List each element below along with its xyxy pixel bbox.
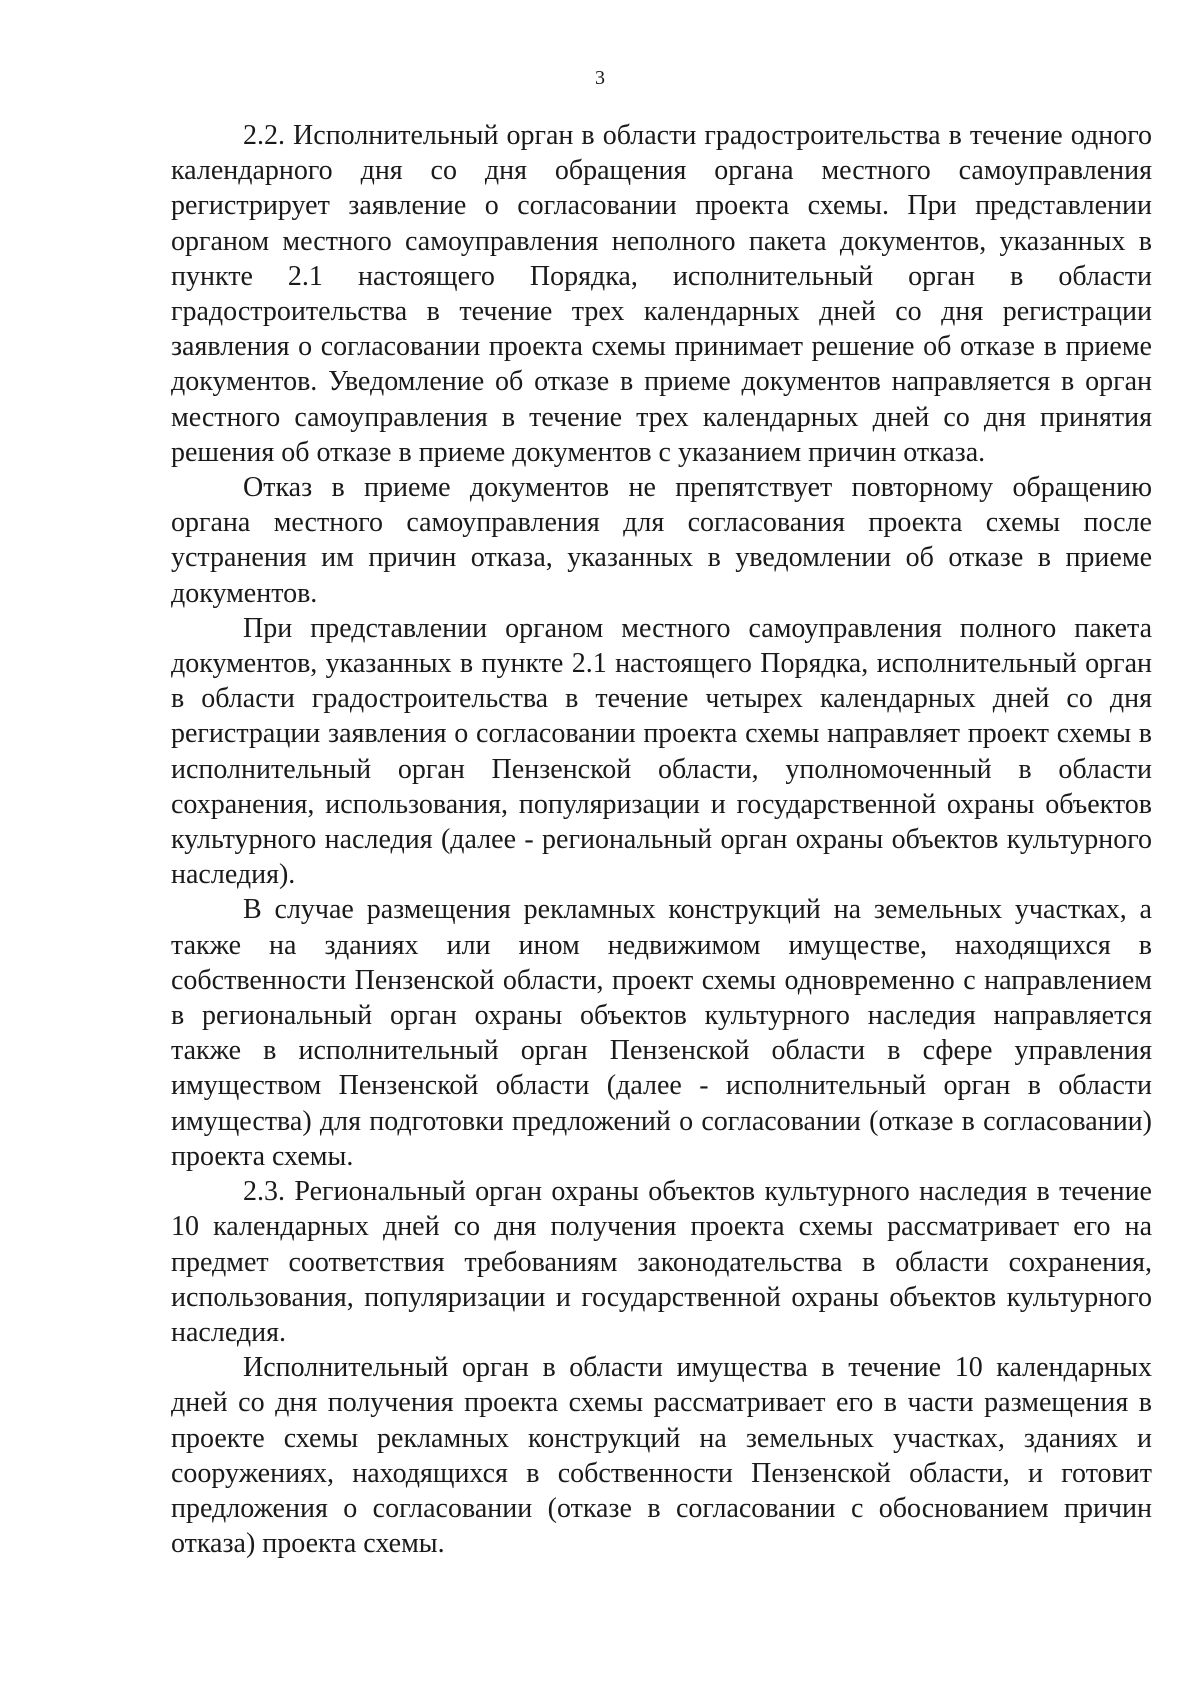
paragraph-refusal: Отказ в приеме документов не препятствует повторному обращению органа местного самоуправления для согласования проекта схемы после устранения им причин отказа, указанных в уведомлении об отказе в приеме документов. <box>171 472 1152 609</box>
paragraph-2-3: 2.3. Региональный орган охраны объектов культурного наследия в течение 10 календарных дней со дня получения проекта схемы рассматривает его на предмет соответствия требованиям законодательства в области сохранения, использования, популяризации и государственной охраны объектов культурного наследия. <box>171 1176 1152 1348</box>
paragraph-2-2: 2.2. Исполнительный орган в области градостроительства в течение одного календарного дня со дня обращения органа местного самоуправления регистрирует заявление о согласовании проекта схемы. При представлении органом местного самоуправления неполного пакета документов, указанных в пункте 2.1 настоящего Порядка, исполнительный орган в области градостроительства в течение трех календарных дней со дня регистрации заявления о согласовании проекта схемы принимает решение об отказе в приеме документов. Уведомление об отказе в приеме документов направляется в орган местного самоуправления в течение трех календарных дней со дня принятия решения об отказе в приеме документов с указанием причин отказа. <box>171 120 1152 468</box>
paragraph-property-review: Исполнительный орган в области имущества в течение 10 календарных дней со дня получения проекта схемы рассматривает его в части размещения в проекте схемы рекламных конструкций на земельных участках, зданиях и сооружениях, находящихся в собственности Пензенской области, и готовит предложения о согласовании (отказе в согласовании с обоснованием причин отказа) проекта схемы. <box>171 1352 1152 1560</box>
paragraph-property-placement: В случае размещения рекламных конструкций на земельных участках, а также на зданиях или ином недвижимом имуществе, находящихся в собственности Пензенской области, проект схемы одновременно с направлением в региональный орган охраны объектов культурного наследия направляется также в исполнительный орган Пензенской области в сфере управления имуществом Пензенской области (далее - исполнительный орган в области имущества) для подготовки предложений о согласовании (отказе в согласовании) проекта схемы. <box>171 894 1152 1172</box>
page-number: 3 <box>595 67 605 89</box>
document-body <box>171 118 1152 1561</box>
paragraph-full-package: При представлении органом местного самоуправления полного пакета документов, указанных в пункте 2.1 настоящего Порядка, исполнительный орган в области градостроительства в течение четырех календарных дней со дня регистрации заявления о согласовании проекта схемы направляет проект схемы в исполнительный орган Пензенской области, уполномоченный в области сохранения, использования, популяризации и государственной охраны объектов культурного наследия (далее - региональный орган охраны объектов культурного наследия). <box>171 612 1152 891</box>
